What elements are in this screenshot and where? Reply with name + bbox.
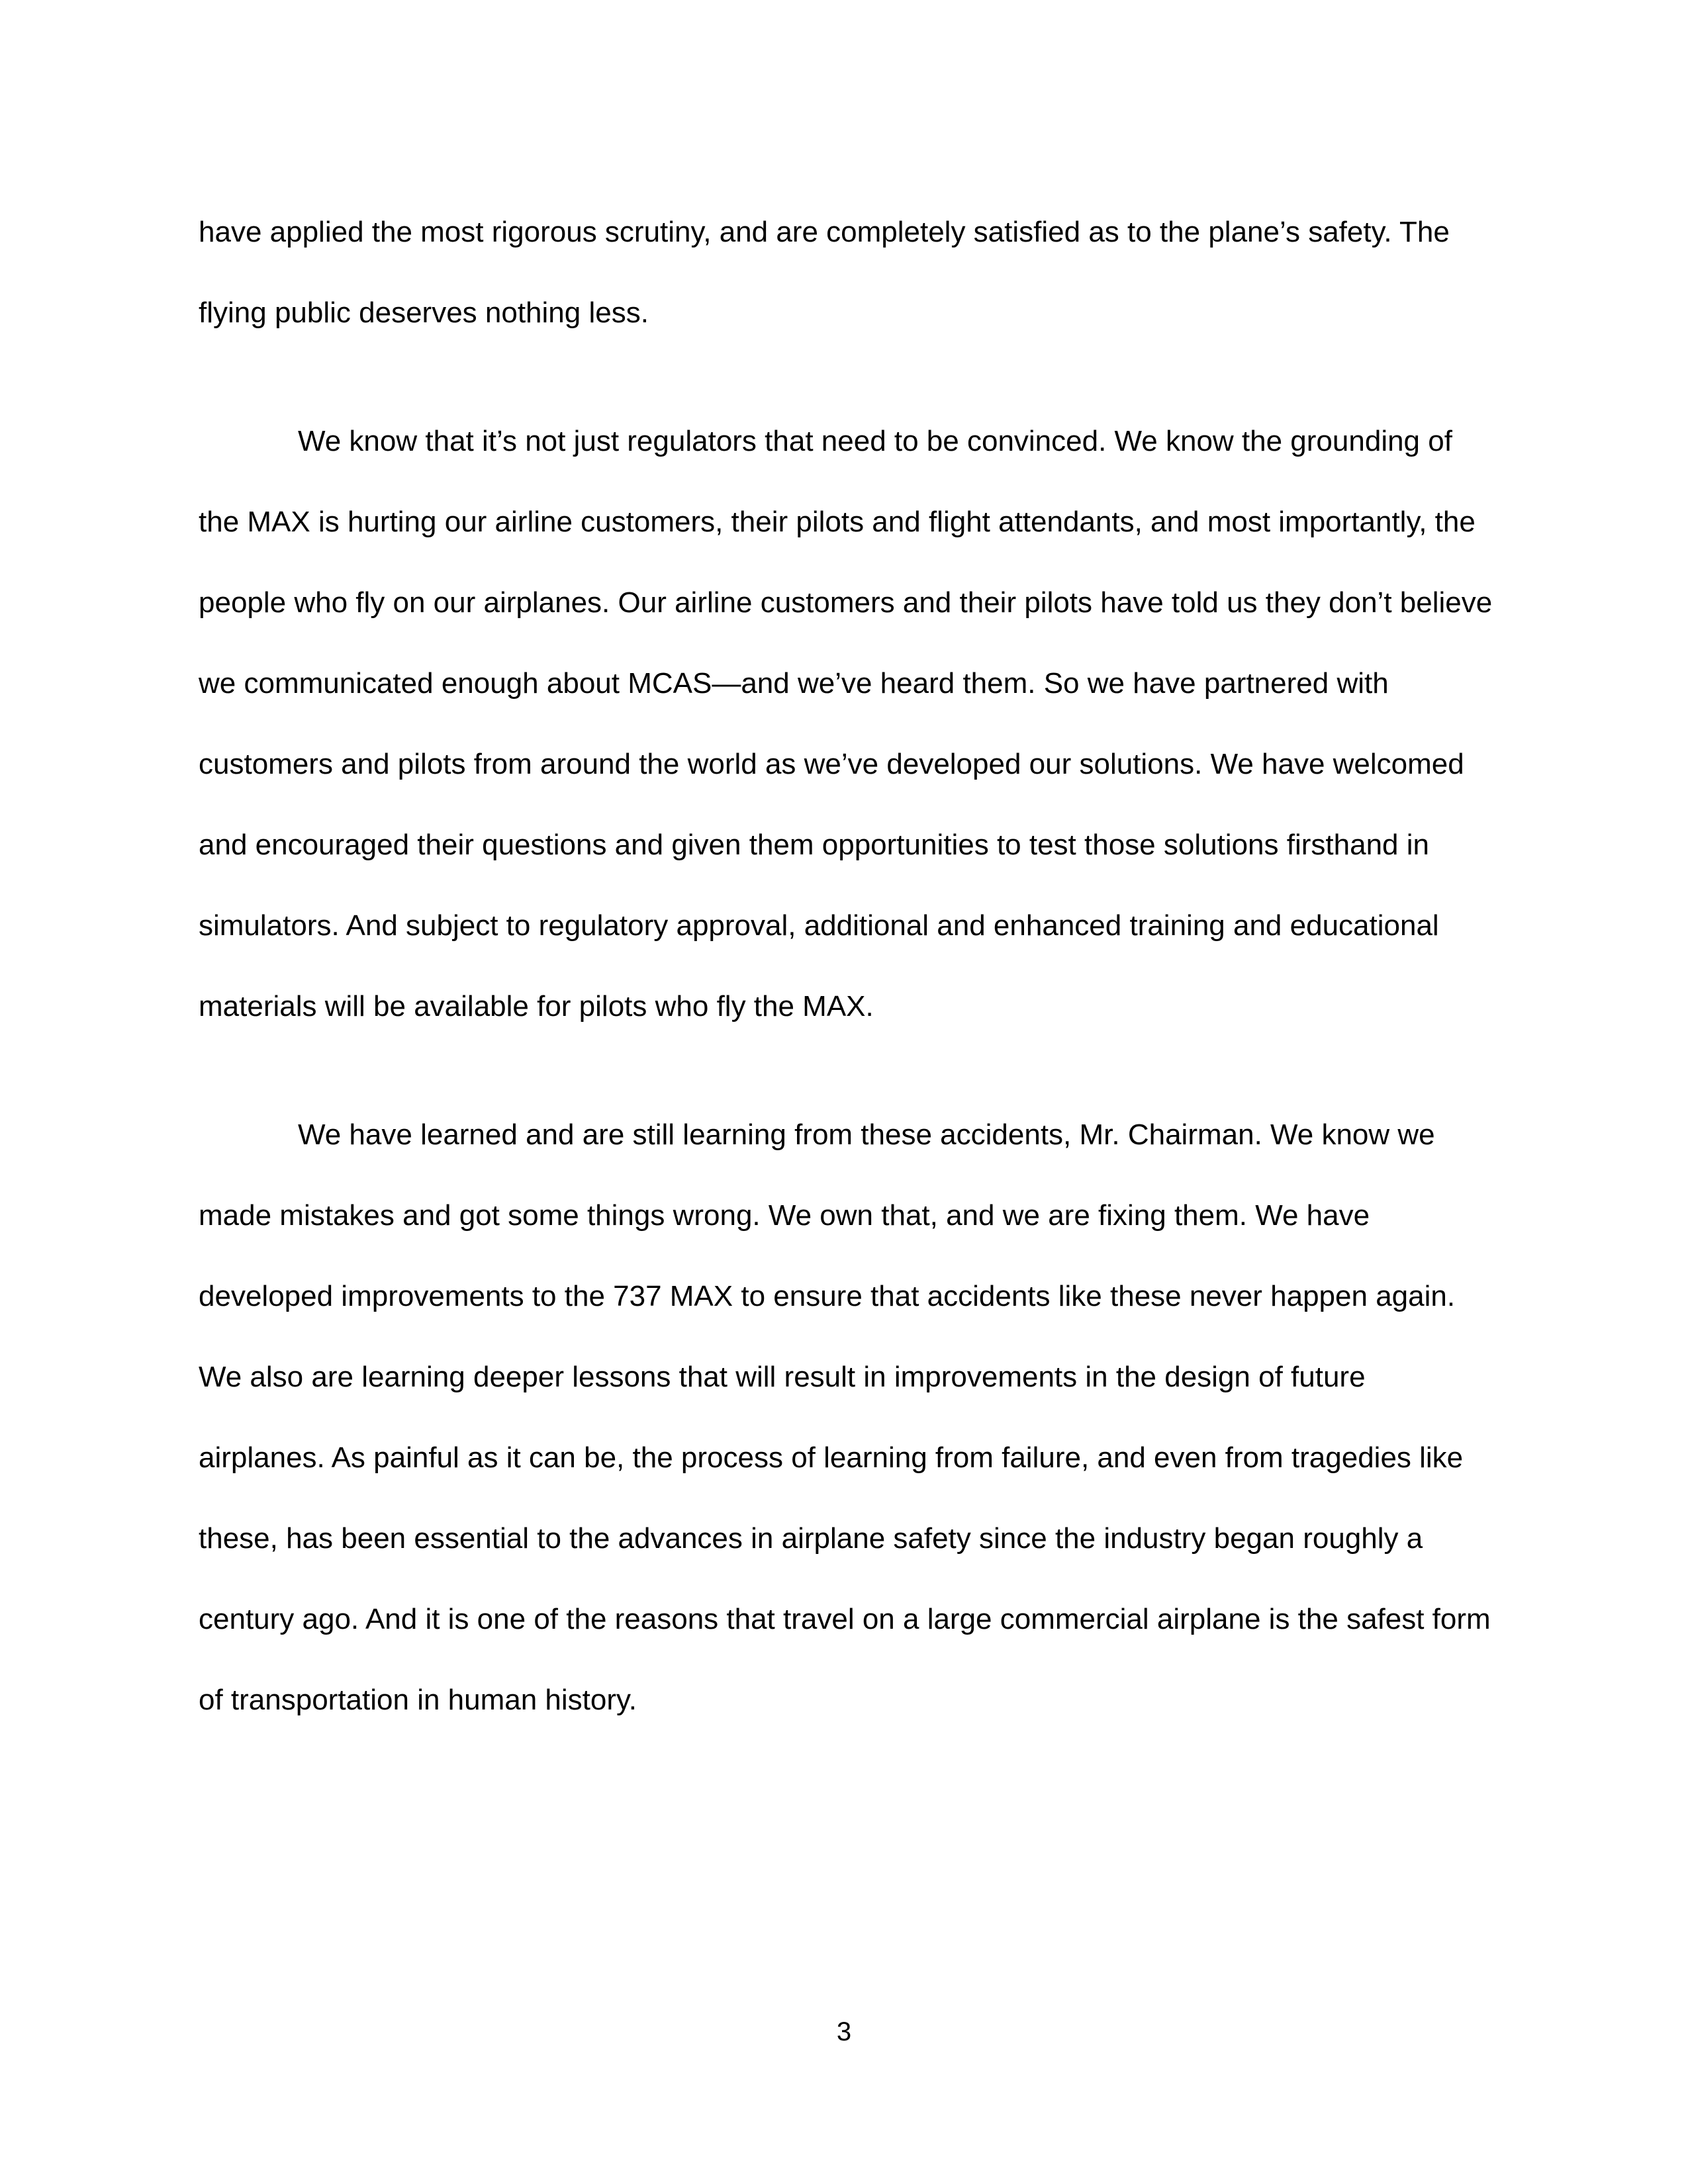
paragraph-regulators: We know that it’s not just regulators that need to be convinced. We know the grounding of the MAX is hurting our airline customers, their pilots and flight attendants, and most importantly, the people who fly on our airplanes. Our airline customers and their pilots have told us they don’t believe we communicated enough about MCAS—and we’ve heard them. So we have partnered with customers and pilots from around the world as we’ve developed our solutions. We have welcomed and encouraged their questions and given them opportunities to test those solutions firsthand in simulators. And subject to regulatory approval, additional and enhanced training and educational materials will be available for pilots who fly the MAX. bbox=[199, 425, 1493, 1023]
paragraph-gap bbox=[199, 1047, 1496, 1095]
paragraph-lessons: We have learned and are still learning from these accidents, Mr. Chairman. We know we made mistakes and got some things wrong. We own that, and we are fixing them. We have developed improvements to the 737 MAX to ensure that accidents like these never happen again. We also are learning deeper lessons that will result in improvements in the design of future airplanes. As painful as it can be, the process of learning from failure, and even from tragedies like these, has been essential to the advances in airplane safety since the industry began roughly a century ago. And it is one of the reasons that travel on a large commercial airplane is the safest form of transportation in human history. bbox=[199, 1118, 1491, 1716]
paragraph-continuation: have applied the most rigorous scrutiny, and are completely satisfied as to the plane’s safety. The flying public deserves nothing less. bbox=[199, 216, 1450, 329]
body-text bbox=[199, 192, 1496, 1741]
page-number: 3 bbox=[836, 2017, 852, 2046]
paragraph-gap bbox=[199, 353, 1496, 401]
